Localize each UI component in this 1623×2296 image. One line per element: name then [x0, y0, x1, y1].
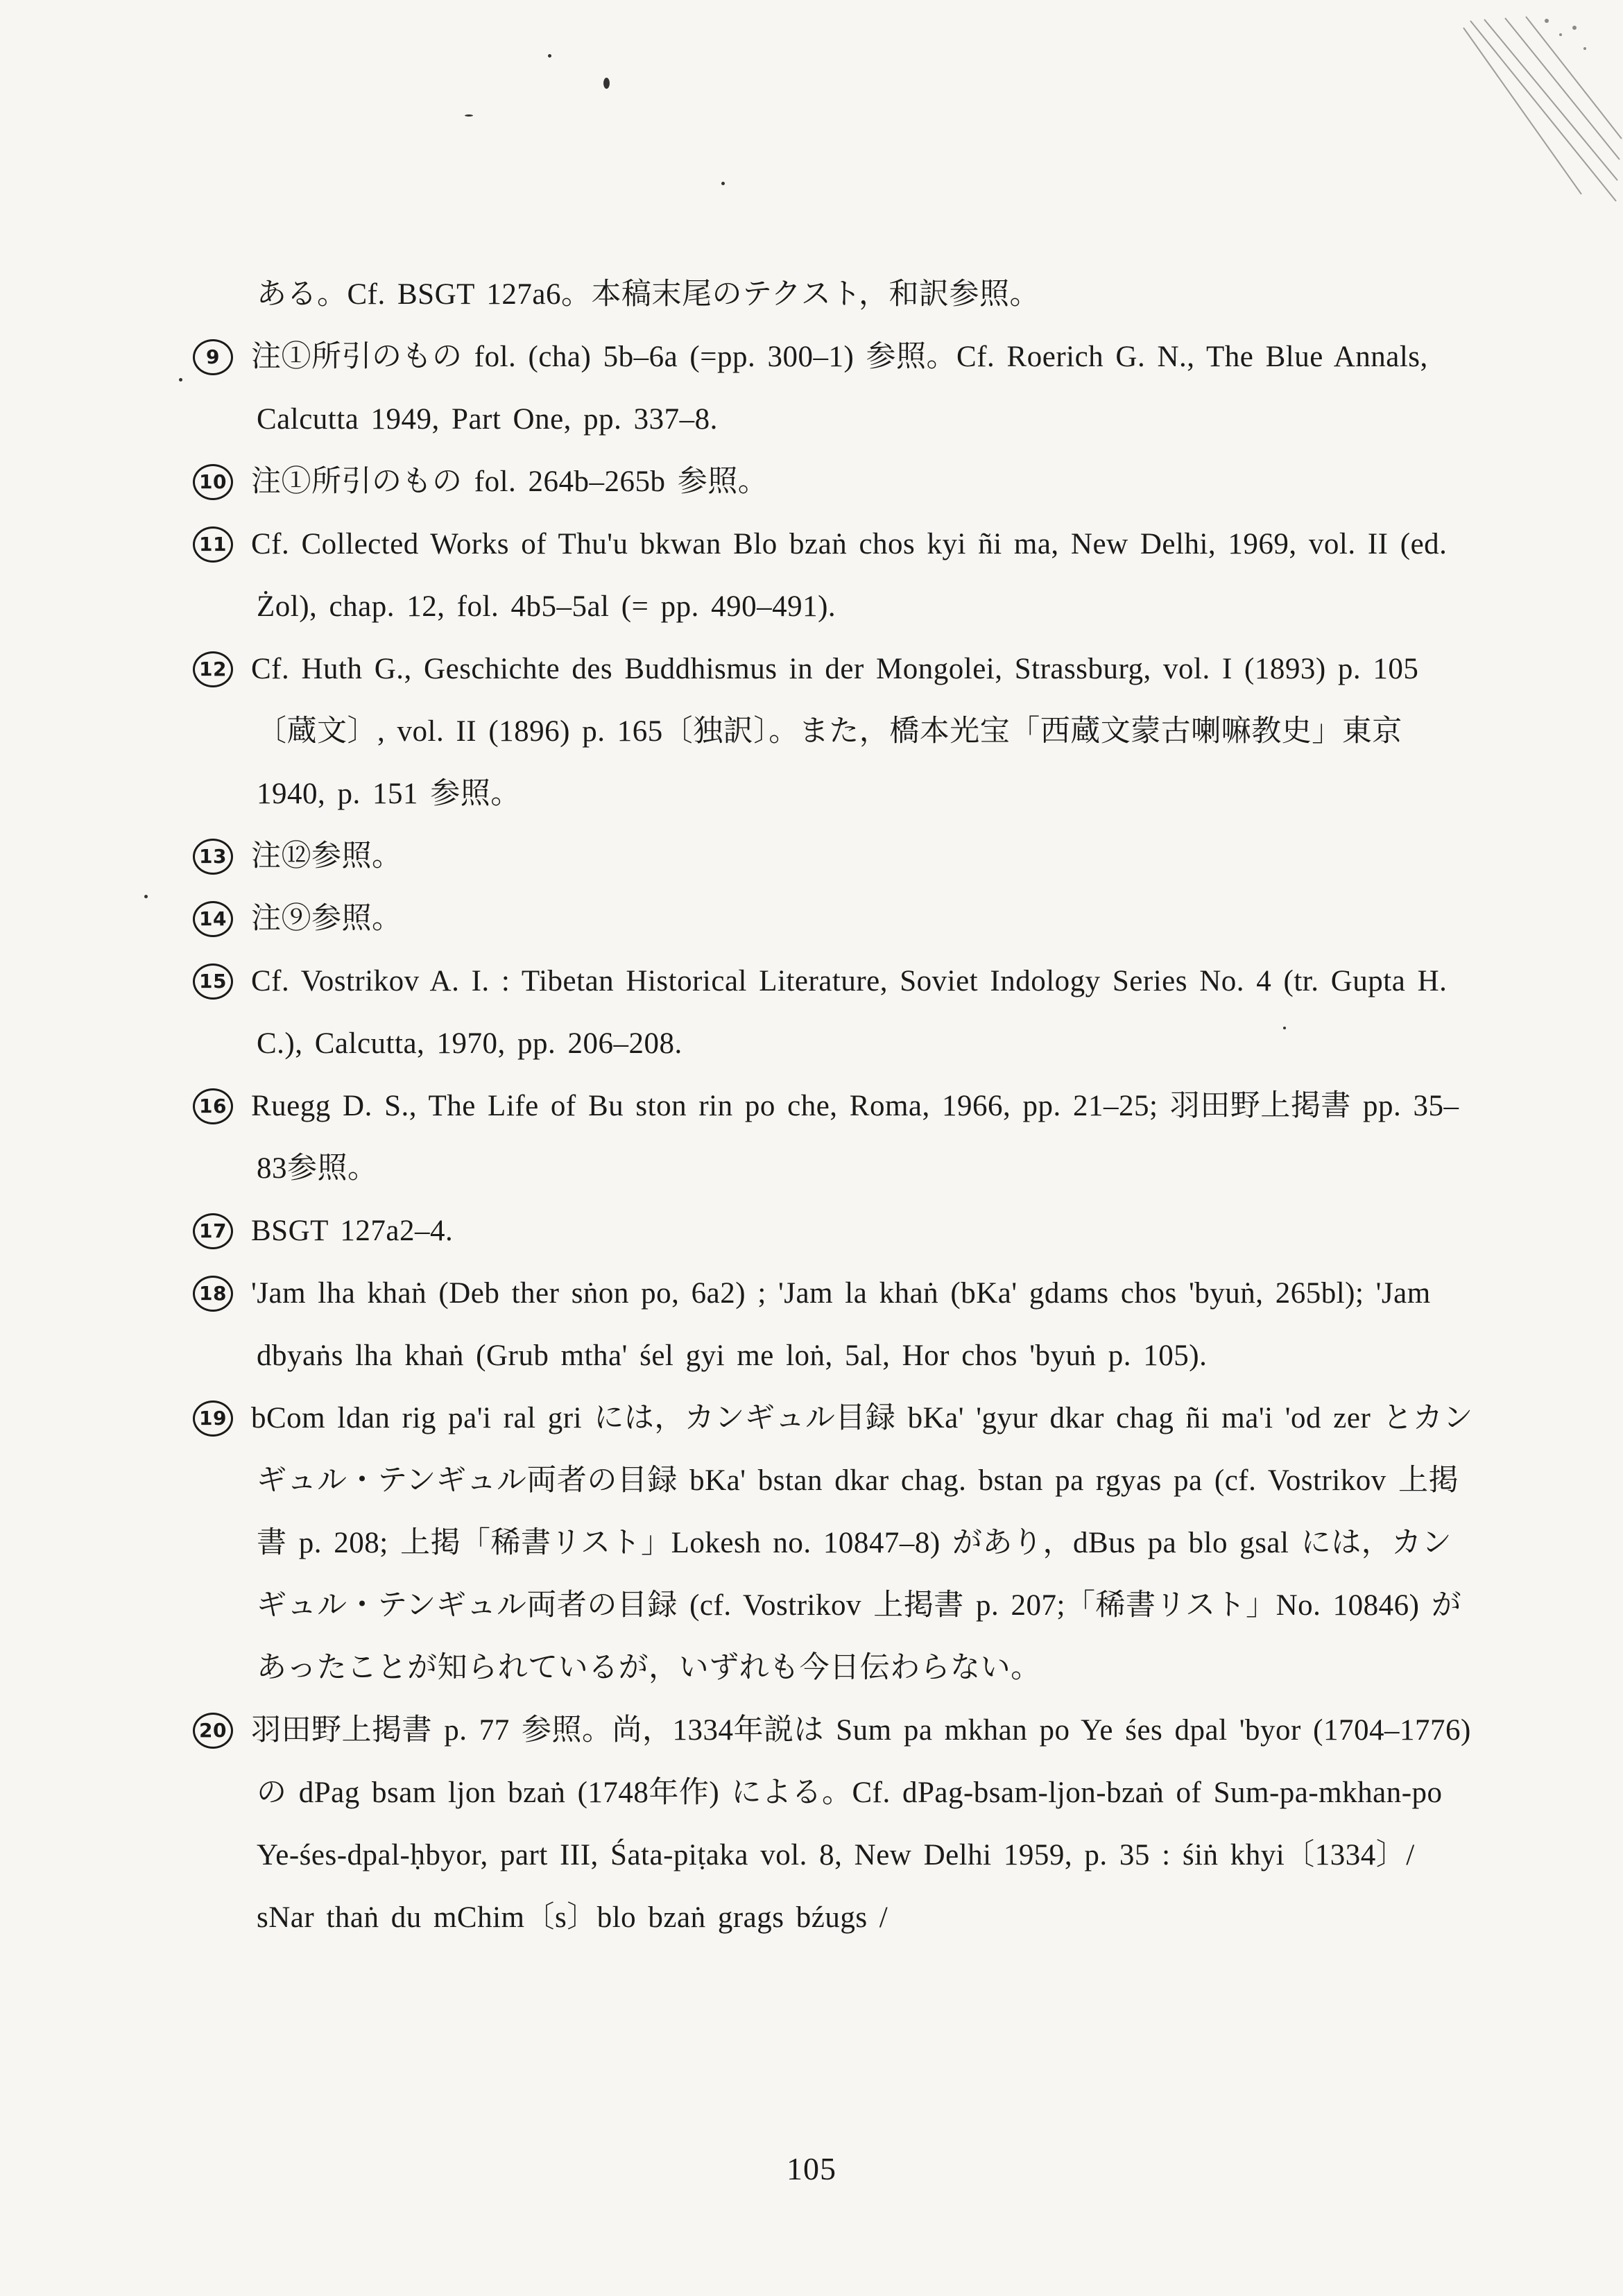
footnote-10: [199, 451, 1477, 513]
scan-speck: [548, 54, 551, 58]
footnotes-list: [199, 264, 1477, 1949]
footnote-number: 12: [193, 651, 233, 687]
footnote-13: [199, 825, 1477, 888]
footnote-text: 'Jam lha khaṅ (Deb ther sṅon po, 6a2) ; 'Jam la khaṅ (bKa' gdams chos 'byuṅ, 265bl); 'Jam dbyaṅs lha khaṅ (Grub mtha' śel gyi me loṅ, 5al, Hor chos 'byuṅ p. 105).: [251, 1277, 1431, 1372]
scan-speck: [179, 378, 182, 382]
footnote-14: [199, 888, 1477, 950]
footnote-16: [199, 1075, 1477, 1200]
footnote-number: 15: [193, 963, 233, 1000]
footnote-number: 16: [193, 1088, 233, 1124]
scan-speck: [603, 78, 610, 89]
page-number: 105: [787, 2151, 836, 2186]
footnote-text: Cf. Vostrikov A. I. : Tibetan Historical Literature, Soviet Indology Series No. 4 (tr. Gupta H. C.), Calcutta, 1970, pp. 206–208.: [251, 965, 1448, 1060]
footnote-text: 注⑫参照。: [251, 840, 402, 873]
footnote-20: [199, 1699, 1477, 1949]
footnote-text: 羽田野上掲書 p. 77 参照。尚，1334年説は Sum pa mkhan po Ye śes dpal 'byor (1704–1776) の dPag bsam ljon bzaṅ (1748年作) による。Cf. dPag-bsam-ljon-bzaṅ of Sum-pa-mkhan-po Ye-śes-dpal-ḥbyor, part III, Śata-piṭaka vol. 8, New Delhi 1959, p. 35 : śiṅ khyi〔1334〕/ sNar thaṅ du mChim〔s〕blo bzaṅ grags bźugs /: [251, 1714, 1471, 1934]
footnote-continuation: [229, 264, 1477, 326]
footnote-number: 20: [193, 1713, 233, 1749]
footnote-text: Cf. Huth G., Geschichte des Buddhismus in der Mongolei, Strassburg, vol. I (1893) p. 105〔蔵文〕, vol. II (1896) p. 165〔独訳〕。また，橋本光宝「西蔵文蒙古喇嘛教史」東京 1940, p. 151 参照。: [251, 653, 1419, 810]
footnote-9: [206, 326, 1477, 451]
footnote-12: [199, 638, 1477, 825]
footnote-number: 17: [193, 1213, 233, 1249]
footnote-number: 19: [193, 1400, 233, 1437]
footnote-text: ある。Cf. BSGT 127a6。本稿末尾のテクスト，和訳参照。: [257, 278, 1040, 311]
footnote-11: [199, 513, 1477, 638]
footnote-15: [199, 950, 1477, 1075]
footnote-text: BSGT 127a2–4.: [251, 1215, 454, 1247]
footnote-text: 注⑨参照。: [251, 902, 402, 935]
scan-speck: [144, 895, 148, 898]
footnote-text: 注①所引のもの fol. 264b–265b 参照。: [251, 465, 768, 498]
corner-stain-mark: [1443, 0, 1623, 208]
footnote-number: 14: [193, 901, 233, 937]
footnote-text: 注①所引のもの fol. (cha) 5b–6a (=pp. 300–1) 参照。Cf. Roerich G. N., The Blue Annals, Calcutta 1949, Part One, pp. 337–8.: [251, 341, 1428, 436]
footnote-text: bCom ldan rig pa'i ral gri には，カンギュル目録 bKa' 'gyur dkar chag ñi ma'i 'od zer とカンギュル・テンギュル両者の目録 bKa' bstan dkar chag. bstan pa rgyas pa (cf. Vostrikov 上掲書 p. 208; 上掲「稀書リスト」Lokesh no. 10847–8) があり，dBus pa blo gsal には，カンギュル・テンギュル両者の目録 (cf. Vostrikov 上掲書 p. 207;「稀書リスト」No. 10846) があったことが知られているが，いずれも今日伝わらない。: [251, 1402, 1474, 1684]
footnote-text: Cf. Collected Works of Thu'u bkwan Blo bzaṅ chos kyi ñi ma, New Delhi, 1969, vol. II (ed. Żol), chap. 12, fol. 4b5–5al (= pp. 490–491).: [251, 528, 1448, 623]
footnote-number: 13: [193, 839, 233, 875]
footnote-number: 9: [193, 339, 233, 375]
scan-speck: [465, 114, 473, 117]
footnote-number: 18: [193, 1276, 233, 1312]
scan-speck: [721, 182, 725, 185]
footnote-text: Ruegg D. S., The Life of Bu ston rin po che, Roma, 1966, pp. 21–25; 羽田野上掲書 pp. 35–83参照。: [251, 1090, 1459, 1185]
footnote-number: 10: [193, 464, 233, 500]
footnote-number: 11: [193, 526, 233, 563]
footnote-18: [199, 1262, 1477, 1387]
footnote-19: [199, 1387, 1477, 1699]
footnote-17: [199, 1200, 1477, 1262]
